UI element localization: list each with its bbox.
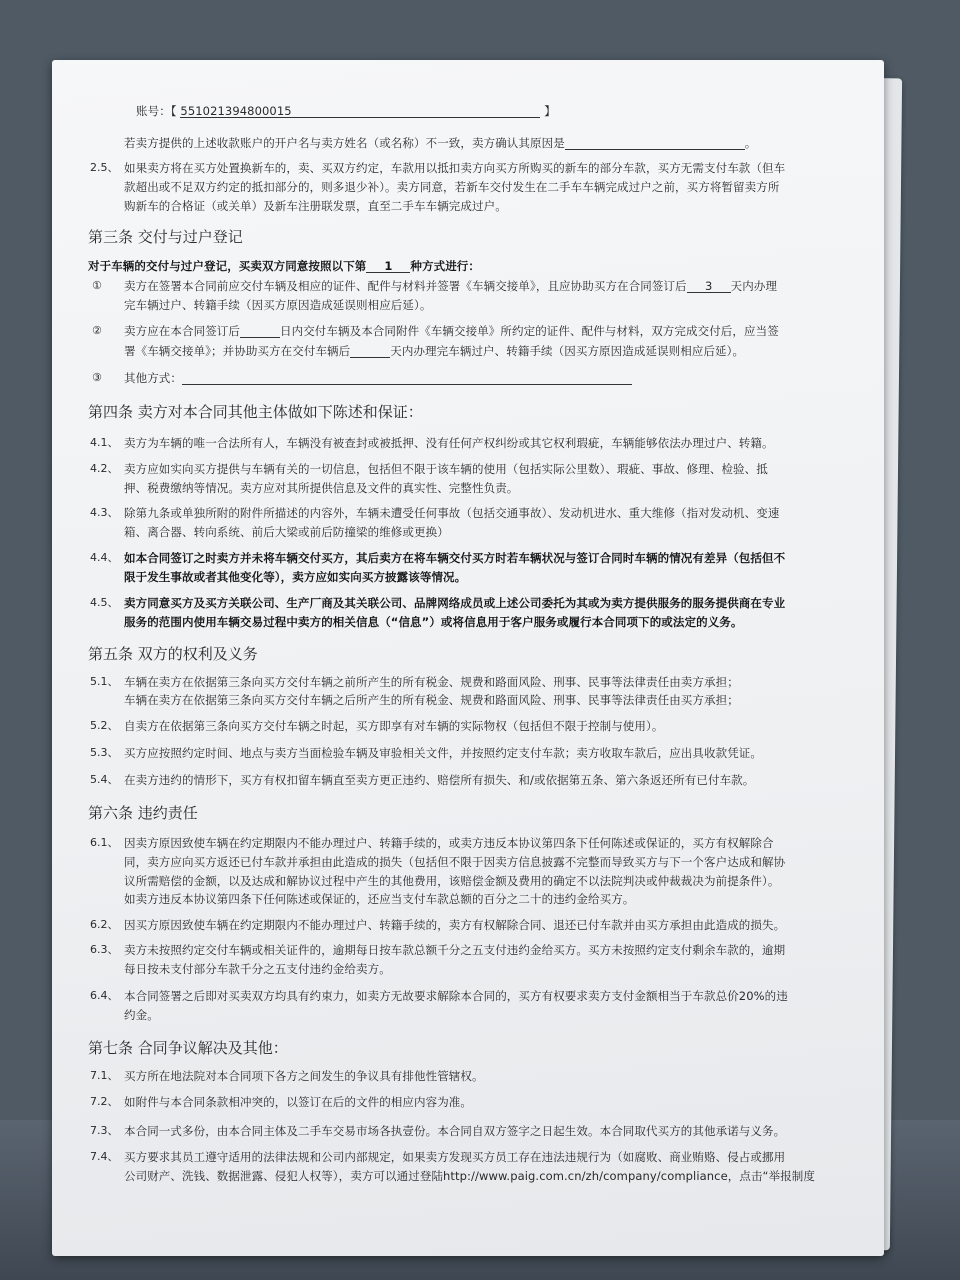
option1-days-field: 3 [687, 279, 731, 293]
clause-line: 服务的范围内使用车辆交易过程中卖方的相关信息（“信息”）或将信息用于客户服务或履行本合同项下的或法定的义务。 [124, 615, 743, 629]
clause-number: 6.4、 [90, 989, 119, 1002]
option-number: ③ [92, 371, 102, 384]
section3-lead [88, 259, 480, 273]
clause-number: 5.1、 [90, 675, 119, 688]
clause-line: 如本合同签订之时卖方并未将车辆交付买方，其后卖方在将车辆交付买方时若车辆状况与签订合同时车辆的情况有差异（包括但不 [124, 551, 786, 565]
clause-line: 公司财产、洗钱、数据泄露、侵犯人权等），卖方可以通过登陆http://www.paig.com.cn/zh/company/compliance，点击“举报制度 [124, 1169, 816, 1183]
section-heading: 第六条 违约责任 [88, 804, 198, 822]
option2-text: 卖方应在本合同签订后 [124, 324, 240, 338]
section-heading: 第五条 双方的权利及义务 [88, 645, 258, 663]
intro-line [124, 136, 756, 150]
clause-line: 自卖方在依据第三条向买方交付车辆之时起，买方即享有对车辆的实际物权（包括但不限于控制与使用）。 [124, 719, 664, 733]
account-line [136, 104, 556, 118]
option1-tail: 天内办理 [730, 279, 778, 293]
clause-line: 卖方为车辆的唯一合法所有人，车辆没有被查封或被抵押、没有任何产权纠纷或其它权利瑕疵，车辆能够依法办理过户、转籍。 [124, 436, 774, 450]
option3-line [124, 371, 632, 385]
section3-lead-tail: 种方式进行： [410, 259, 481, 273]
option3-label: 其他方式： [124, 371, 182, 385]
clause-line: 议所需赔偿的金额，以及达成和解协议过程中产生的其他费用，该赔偿金额及费用的确定不以法院判决或仲裁裁决为前提条件）。 [124, 874, 780, 888]
clause-number: 4.5、 [90, 596, 119, 609]
section3-lead-text: 对于车辆的交付与过户登记，买卖双方同意按照以下第 [88, 259, 367, 273]
clause-number: 4.3、 [90, 506, 119, 519]
clause-number: 4.4、 [90, 551, 119, 564]
clause-line: 限于发生事故或者其他变化等），卖方应如实向买方披露该等情况。 [124, 570, 467, 584]
clause-number: 5.2、 [90, 719, 119, 732]
option1-line2: 完车辆过户、转籍手续（因买方原因造成延误则相应后延）。 [124, 298, 432, 312]
clause-number: 5.4、 [90, 773, 119, 786]
section-heading: 第七条 合同争议解决及其他： [88, 1039, 288, 1057]
option2-line2 [124, 344, 744, 358]
clause-line: 买方要求其员工遵守适用的法律法规和公司内部规定，如果卖方发现买方员工存在违法违规行为（如腐败、商业贿赂、侵占或挪用 [124, 1150, 786, 1164]
option2-days-blank [240, 324, 280, 338]
option2-line [124, 324, 779, 338]
clause-number: 6.1、 [90, 836, 119, 849]
clause-number: 5.3、 [90, 746, 119, 759]
clause-line: 卖方未按照约定交付车辆或相关证件的，逾期每日按车款总额千分之五支付违约金给买方。买方未按照约定支付剩余车款的，逾期 [124, 943, 786, 957]
account-label: 账号：【 [136, 104, 177, 118]
clause-number: 6.2、 [90, 918, 119, 931]
option2-text-b: 日内交付车辆及本合同附件《车辆交接单》所约定的证件、配件与材料，双方完成交付后，应当签 [280, 324, 779, 338]
clause-line: 在卖方违约的情形下，买方有权扣留车辆直至卖方更正违约、赔偿所有损失、和/或依据第五条、第六条返还所有已付车款。 [124, 773, 755, 787]
clause-number: 2.5、 [90, 161, 119, 174]
clause-number: 7.1、 [90, 1069, 119, 1082]
reason-blank [565, 136, 745, 150]
clause-line: 如果卖方将在买方处置换新车的，卖、买双方约定，车款用以抵扣卖方向买方所购买的新车的部分车款，买方无需支付车款（但车 [124, 161, 786, 175]
account-number-field [180, 104, 540, 118]
section-heading: 第四条 卖方对本合同其他主体做如下陈述和保证： [88, 403, 423, 421]
clause-line: 卖方同意买方及买方关联公司、生产厂商及其关联公司、品牌网络成员或上述公司委托为其或为卖方提供服务的服务提供商在专业 [124, 596, 786, 610]
clause-number: 4.1、 [90, 436, 119, 449]
clause-line: 车辆在卖方在依据第三条向买方交付车辆之前所产生的所有税金、规费和路面风险、刑事、民事等法律责任由卖方承担； [124, 675, 739, 689]
clause-line: 本合同签署之后即对买卖双方均具有约束力，如卖方无故要求解除本合同的，买方有权要求卖方支付金额相当于车款总价20%的违 [124, 989, 788, 1003]
intro-end: 。 [744, 136, 757, 150]
clause-line: 约金。 [124, 1008, 159, 1022]
option-number: ① [92, 279, 102, 292]
option1-line [124, 279, 777, 293]
clause-line: 买方所在地法院对本合同项下各方之间发生的争议具有排他性管辖权。 [124, 1069, 484, 1083]
clause-line: 车辆在卖方在依据第三条向买方交付车辆之后所产生的所有税金、规费和路面风险、刑事、民事等法律责任由买方承担； [124, 693, 739, 707]
clause-line: 同，卖方应向买方返还已付车款并承担由此造成的损失（包括但不限于因卖方信息披露不完整而导致买方与下一个客户达成和解协 [124, 855, 786, 869]
method-number-field: 1 [366, 259, 410, 273]
clause-number: 7.4、 [90, 1150, 119, 1163]
clause-line: 箱、离合器、转向系统、前后大梁或前后防撞梁的维修或更换） [124, 525, 449, 539]
clause-number: 4.2、 [90, 462, 119, 475]
option2-transfer-blank [350, 344, 390, 358]
contract-page [52, 60, 884, 1256]
other-method-blank [182, 371, 632, 385]
clause-number: 7.2、 [90, 1095, 119, 1108]
clause-line: 款超出或不足双方约定的抵扣部分的，则多退少补）。卖方同意，若新车交付发生在二手车车辆完成过户之前，买方将暂留卖方所 [124, 180, 780, 194]
clause-number: 7.3、 [90, 1124, 119, 1137]
clause-line: 每日按未支付部分车款千分之五支付违约金给卖方。 [124, 962, 391, 976]
intro-text: 若卖方提供的上述收款账户的开户名与卖方姓名（或名称）不一致，卖方确认其原因是 [124, 136, 565, 150]
clause-line: 买方应按照约定时间、地点与卖方当面检验车辆及审验相关文件，并按照约定支付车款；卖方收取车款后，应出具收款凭证。 [124, 746, 762, 760]
clause-number: 6.3、 [90, 943, 119, 956]
option2-text-c: 署《车辆交接单》；并协助买方在交付车辆后 [124, 344, 351, 358]
clause-line: 因卖方原因致使车辆在约定期限内不能办理过户、转籍手续的，或卖方违反本协议第四条下任何陈述或保证的，买方有权解除合 [124, 836, 774, 850]
clause-line: 押、税费缴纳等情况。卖方应对其所提供信息及文件的真实性、完整性负责。 [124, 481, 519, 495]
account-number: 551021394800015 [180, 104, 292, 118]
clause-line: 本合同一式多份，由本合同主体及二手车交易市场各执壹份。本合同自双方签字之日起生效。本合同取代买方的其他承诺与义务。 [124, 1124, 786, 1138]
option-number: ② [92, 324, 102, 337]
option2-text-d: 天内办理完车辆过户、转籍手续（因买方原因造成延误则相应后延）。 [390, 344, 745, 358]
clause-line: 因买方原因致使车辆在约定期限内不能办理过户、转籍手续的，卖方有权解除合同、退还已付车款并由买方承担由此造成的损失。 [124, 918, 786, 932]
section-heading: 第三条 交付与过户登记 [88, 228, 243, 246]
clause-line: 如附件与本合同条款相冲突的，以签订在后的文件的相应内容为准。 [124, 1095, 472, 1109]
clause-line: 购新车的合格证（或关单）及新车注册联发票，直至二手车车辆完成过户。 [124, 199, 507, 213]
clause-line: 卖方应如实向买方提供与车辆有关的一切信息，包括但不限于该车辆的使用（包括实际公里数）、瑕疵、事故、修理、检验、抵 [124, 462, 768, 476]
account-close-bracket: 】 [544, 104, 556, 118]
clause-line: 如卖方违反本协议第四条下任何陈述或保证的，还应当支付车款总额的百分之二十的违约金给买方。 [124, 892, 635, 906]
clause-line: 除第九条或单独所附的附件所描述的内容外，车辆未遭受任何事故（包括交通事故）、发动机进水、重大维修（指对发动机、变速 [124, 506, 780, 520]
option1-text: 卖方在签署本合同前应交付车辆及相应的证件、配件与材料并签署《车辆交接单》，且应协助买方在合同签订后 [124, 279, 687, 293]
